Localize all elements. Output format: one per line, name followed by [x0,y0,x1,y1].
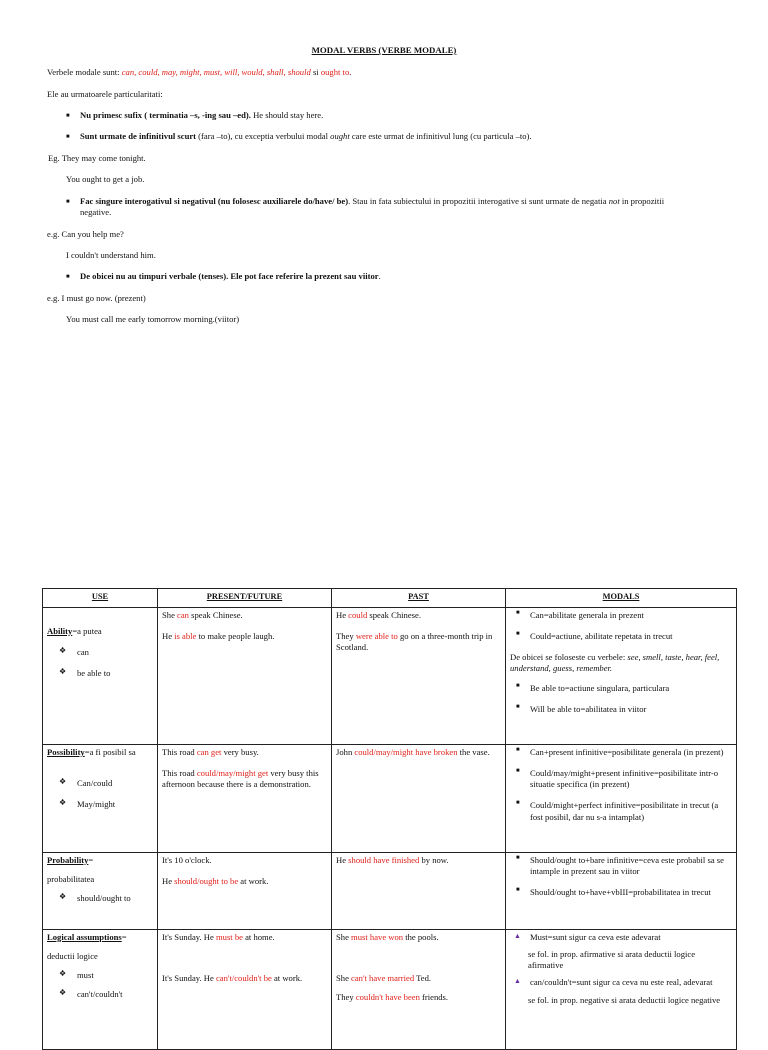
modal-verbs-list: can, could, may, might, must, will, would, shall, should [121,67,311,77]
past-cell: He should have finished by now. [332,852,506,929]
bullet-icon: ■ [516,746,520,753]
diamond-icon: ❖ [59,969,67,979]
example-3b: You must call me early tomorrow morning.(viitor) [66,314,240,324]
bullet-icon: ■ [516,682,520,689]
bullet-icon: ■ [516,887,520,894]
features-heading: Ele au urmatoarele particularitati: [47,89,163,99]
modals-cell: ■ Can=abilitate generala in prezent ■ Could=actiune, abilitate repetata in trecut De obicei se foloseste cu verbele: see, smell, taste, hear, feel, understand, guess, remember. ■ Be able to=actiune singulara, particulara ■ Will be able to=abilitatea in viitor [506,607,737,744]
feature-3-line2: negative. [80,207,112,217]
past-cell: He could speak Chinese. They were able to go on a three-month trip in Scotland. [332,607,506,744]
page-title: MODAL VERBS (VERBE MODALE) [311,45,457,55]
bullet-icon: ■ [516,768,520,775]
use-cell: Ability=a putea ❖ can ❖ be able to [43,607,158,744]
modals-cell: ▲ Must=sunt sigur ca ceva este adevarat se fol. in prop. afirmative si arata deductii logice afirmative ▲ can/couldn't=sunt sigur ca ceva nu este real, adevarat se fol. in prop. negative si arata deductii logice negative [506,929,737,1049]
present-cell: This road can get very busy. This road could/may/might get very busy this afternoon because there is a demonstration. [158,744,332,852]
header-modals: MODALS [506,589,737,608]
diamond-icon: ❖ [59,777,67,787]
table-row [43,852,737,929]
feature-2: Sunt urmate de infinitivul scurt (fara –to), cu exceptia verbului modal ought care este urmat de infinitivul lung (cu particula –to). [80,131,532,141]
bullet-icon: ■ [66,199,70,205]
header-use: USE [43,589,158,608]
intro-line: Verbele modale sunt: can, could, may, might, must, will, would, shall, should si ought to. [47,67,352,77]
diamond-icon: ❖ [59,646,67,656]
use-cell: Logical assumptions= deductii logice ❖ must ❖ can't/couldn't [43,929,158,1049]
example-1a: Eg. They may come tonight. [48,153,146,163]
present-cell: It's 10 o'clock. He should/ought to be at work. [158,852,332,929]
use-cell: Probability= probabilitatea ❖ should/ought to [43,852,158,929]
example-3a: e.g. I must go now. (prezent) [47,293,146,303]
bullet-icon: ■ [516,703,520,710]
feature-4: De obicei nu au timpuri verbale (tenses). Ele pot face referire la prezent sau viitor. [80,271,381,281]
header-past: PAST [332,589,506,608]
example-1b: You ought to get a job. [66,174,145,184]
present-cell: It's Sunday. He must be at home. It's Sunday. He can't/couldn't be at work. [158,929,332,1049]
header-present: PRESENT/FUTURE [158,589,332,608]
bullet-icon: ■ [516,854,520,861]
present-cell: She can speak Chinese. He is able to make people laugh. [158,607,332,744]
intro-conj: si [312,67,319,77]
use-cell: Possibility=a fi posibil sa ❖ Can/could ❖ May/might [43,744,158,852]
modals-table [42,588,737,1050]
bullet-icon: ■ [516,631,520,638]
example-2a: e.g. Can you help me? [47,229,124,239]
table-row [43,929,737,1049]
modals-cell: ■ Can+present infinitive=posibilitate generala (in prezent) ■ Could/may/might+present infinitive=posibilitate intr-o situatie specifica (in prezent) ■ Could/might+perfect infinitive=posibilitate in trecut (a fost posibil, dar nu s-a intamplat) [506,744,737,852]
table-row [43,607,737,744]
feature-3: Fac singure interogativul si negativul (nu folosesc auxiliarele do/have/ be). Stau in fata subiectului in propozitii interogative si sunt urmate de negatia not in propozitii [80,196,665,206]
diamond-icon: ❖ [59,892,67,902]
example-2b: I couldn't understand him. [66,250,156,260]
past-cell: She must have won the pools. She can't have married Ted. They couldn't have been friends. [332,929,506,1049]
ought-to: ought to [320,67,350,77]
arrow-icon: ▲ [514,977,521,986]
bullet-icon: ■ [516,800,520,807]
bullet-icon: ■ [66,113,70,119]
diamond-icon: ❖ [59,988,67,998]
table-header-row [43,589,737,608]
bullet-icon: ■ [516,609,520,616]
past-cell: John could/may/might have broken the vase. [332,744,506,852]
modals-cell: ■ Should/ought to+bare infinitive=ceva este probabil sa se intample in prezent sau in viitor ■ Should/ought to+have+vbIII=probabilitatea in trecut [506,852,737,929]
bullet-icon: ■ [66,134,70,140]
diamond-icon: ❖ [59,667,67,677]
diamond-icon: ❖ [59,798,67,808]
bullet-icon: ■ [66,274,70,280]
table-row [43,744,737,852]
intro-lead: Verbele modale sunt: [47,67,120,77]
arrow-icon: ▲ [514,931,521,940]
feature-1: Nu primesc sufix ( terminatia –s, -ing sau –ed). He should stay here. [80,110,324,120]
